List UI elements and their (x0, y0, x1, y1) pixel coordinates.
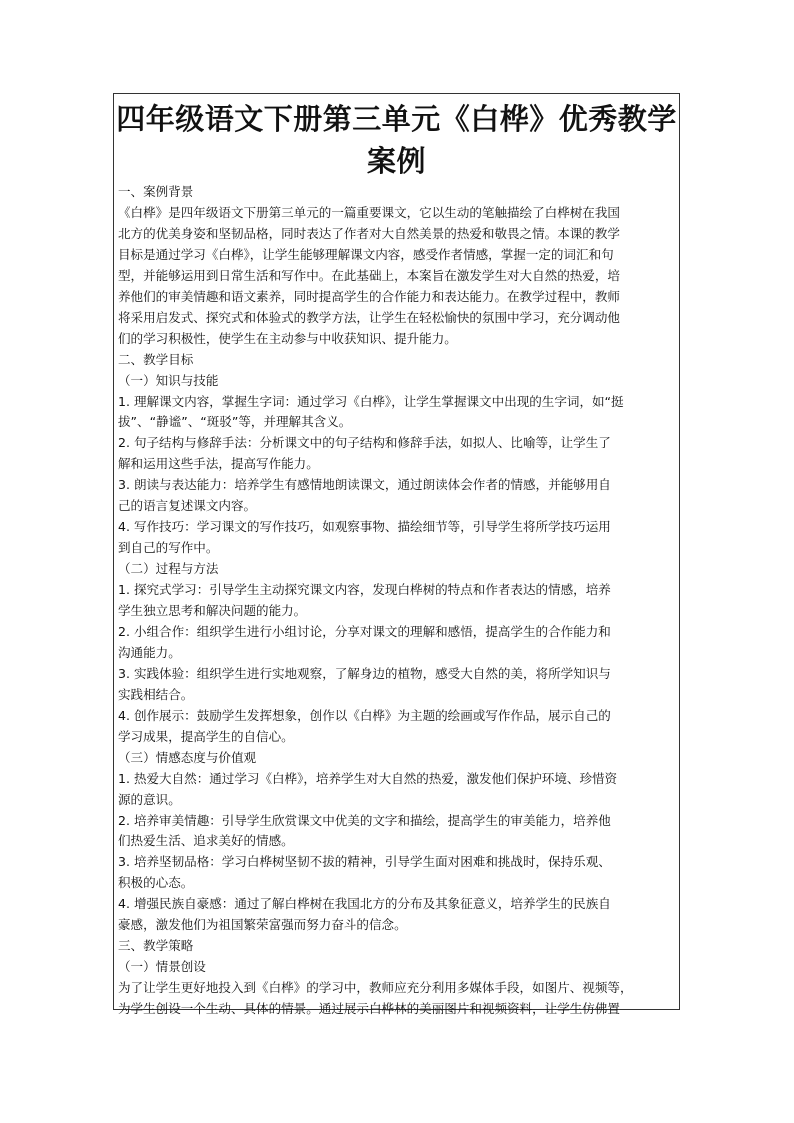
body-line: 到自己的写作中。 (118, 540, 219, 556)
body-line: 实践相结合。 (118, 686, 194, 702)
body-line: 《白桦》是四年级语文下册第三单元的一篇重要课文，它以生动的笔触描绘了白桦树在我国 (118, 204, 620, 220)
body-line: 将采用启发式、探究式和体验式的教学方法，让学生在轻松愉快的氛围中学习，充分调动他 (118, 309, 620, 325)
body-line: 们热爱生活、追求美好的情感。 (118, 833, 294, 849)
body-line: 2. 句子结构与修辞手法：分析课文中的句子结构和修辞手法，如拟人、比喻等，让学生了 (118, 435, 611, 451)
body-line: 北方的优美身姿和坚韧品格，同时表达了作者对大自然美景的热爱和敬畏之情。本课的教学 (118, 225, 620, 241)
body-line: 4. 创作展示：鼓励学生发挥想象，创作以《白桦》为主题的绘画或写作作品，展示自己的 (118, 707, 611, 723)
body-line: 1. 热爱大自然：通过学习《白桦》，培养学生对大自然的热爱，激发他们保护环境、珍惜资 (118, 770, 618, 786)
body-line: （三）情感态度与价值观 (118, 749, 257, 765)
body-line: （一）情景创设 (118, 959, 206, 975)
body-line: 积极的心态。 (118, 875, 194, 891)
body-line: 源的意识。 (118, 791, 181, 807)
body-line: 3. 朗读与表达能力：培养学生有感情地朗读课文，通过朗读体会作者的情感，并能够用自 (118, 477, 611, 493)
body-line: 们的学习积极性，使学生在主动参与中收获知识、提升能力。 (118, 330, 457, 346)
body-line: 豪感，激发他们为祖国繁荣富强而努力奋斗的信念。 (118, 917, 407, 933)
body-line: 学习成果，提高学生的自信心。 (118, 728, 294, 744)
body-line: （二）过程与方法 (118, 561, 219, 577)
body-line: 解和运用这些手法，提高写作能力。 (118, 456, 319, 472)
body-line: 3. 培养坚韧品格：学习白桦树坚韧不拔的精神，引导学生面对困难和挑战时，保持乐观、 (118, 854, 611, 870)
body-line: 目标是通过学习《白桦》，让学生能够理解课文内容，感受作者情感，掌握一定的词汇和句 (118, 246, 614, 262)
body-line: 学生独立思考和解决问题的能力。 (118, 603, 307, 618)
body-line: 4. 写作技巧：学习课文的写作技巧，如观察事物、描绘细节等，引导学生将所学技巧运用 (118, 519, 611, 535)
document-title-line-1: 四年级语文下册第三单元《白桦》优秀教学 (116, 102, 677, 136)
document-title-line-2: 案例 (366, 144, 426, 178)
body-line: 一、案例背景 (118, 184, 194, 199)
body-line: 2. 培养审美情趣：引导学生欣赏课文中优美的文字和描绘，提高学生的审美能力，培养他 (118, 812, 611, 828)
body-line: 二、教学目标 (118, 351, 194, 367)
body-line: 4. 增强民族自豪感：通过了解白桦树在我国北方的分布及其象征意义，培养学生的民族自 (118, 896, 611, 912)
body-line: 拔”、“静谧”、“斑驳”等，并理解其含义。 (118, 414, 352, 430)
body-line: 1. 探究式学习：引导学生主动探究课文内容，发现白桦树的特点和作者表达的情感，培养 (118, 582, 611, 598)
body-line: 为了让学生更好地投入到《白桦》的学习中，教师应充分利用多媒体手段，如图片、视频等， (118, 980, 633, 996)
body-line: 3. 实践体验：组织学生进行实地观察，了解身边的植物，感受大自然的美，将所学知识与 (118, 665, 611, 681)
body-line: 1. 理解课文内容，掌握生字词：通过学习《白桦》，让学生掌握课文中出现的生字词，如“挺 (118, 393, 624, 409)
body-line: 为学生创设一个生动、具体的情景。通过展示白桦林的美丽图片和视频资料，让学生仿佛置 (118, 1001, 620, 1017)
body-line: 沟通能力。 (118, 644, 181, 660)
body-line: （一）知识与技能 (118, 372, 219, 388)
body-line: 2. 小组合作：组织学生进行小组讨论，分享对课文的理解和感悟，提高学生的合作能力和 (118, 623, 611, 639)
body-line: 己的语言复述课文内容。 (118, 498, 257, 514)
body-line: 型，并能够运用到日常生活和写作中。在此基础上，本案旨在激发学生对大自然的热爱，培 (118, 267, 620, 283)
body-line: 养他们的审美情趣和语文素养，同时提高学生的合作能力和表达能力。在教学过程中，教师 (118, 288, 620, 304)
body-line: 三、教学策略 (118, 938, 194, 954)
